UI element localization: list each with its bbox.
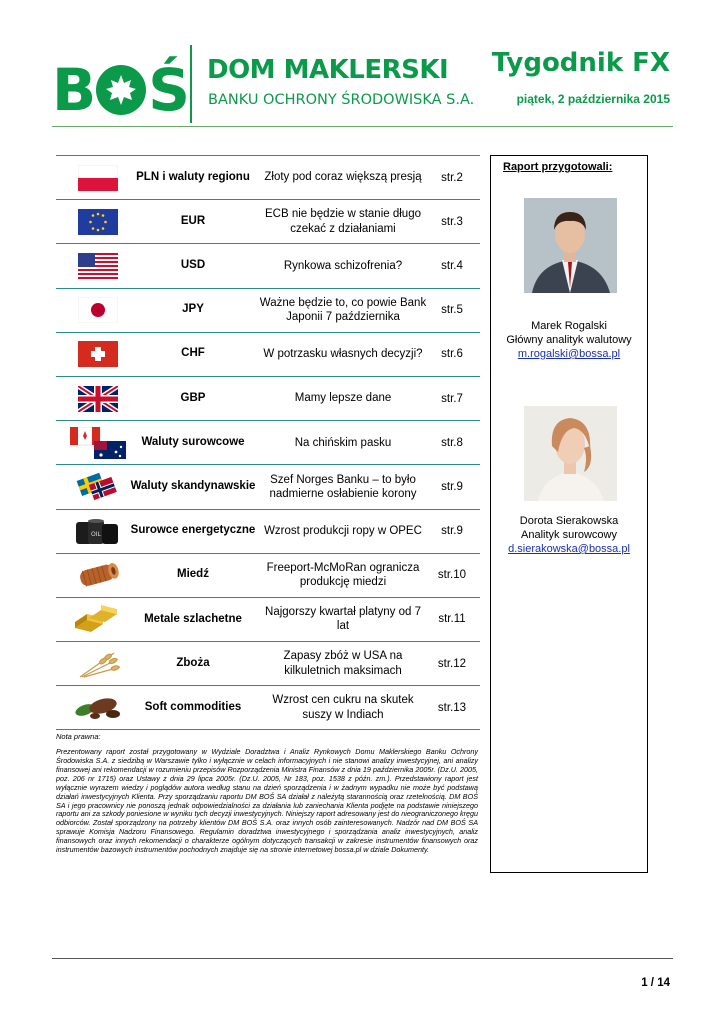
toc-row[interactable] (56, 332, 480, 376)
toc-row[interactable] (56, 464, 480, 508)
author-email-wrap (491, 542, 647, 556)
toc-category: Zboża (176, 656, 210, 669)
footer-divider (52, 958, 673, 959)
toc-page[interactable]: str.5 (441, 304, 463, 317)
toc-page[interactable]: str.9 (441, 480, 463, 493)
toc-page[interactable]: str.11 (438, 613, 466, 626)
document-date: piątek, 2 października 2015 (516, 92, 670, 106)
author-name: Marek Rogalski (531, 320, 607, 332)
toc-title: ECB nie będzie w stanie długo czekać z działaniami (265, 208, 421, 235)
toc-page[interactable]: str.8 (441, 436, 463, 449)
document-title: Tygodnik FX (491, 48, 670, 78)
toc-category: PLN i waluty regionu (136, 170, 250, 183)
toc-title: W potrzasku własnych decyzji? (263, 348, 423, 361)
logo-letter-s: Ś (148, 56, 188, 124)
toc-page[interactable]: str.9 (441, 525, 463, 538)
toc-category: Metale szlachetne (144, 612, 242, 625)
author-photo (524, 406, 617, 501)
toc-row[interactable] (56, 509, 480, 553)
author-email-wrap (491, 347, 647, 361)
toc-category: Waluty surowcowe (141, 435, 245, 448)
toc-title: Wzrost cen cukru na skutek suszy w Indiach (272, 694, 414, 721)
company-logo (52, 55, 188, 125)
toc-row[interactable] (56, 199, 480, 243)
toc-title: Mamy lepsze dane (294, 392, 392, 405)
toc-category: Soft commodities (144, 700, 242, 713)
flag-usa-icon (68, 251, 128, 281)
toc-row[interactable] (56, 685, 480, 730)
toc-row[interactable] (56, 376, 480, 420)
leaf-icon (96, 65, 146, 115)
toc-title: Zapasy zbóż w USA na kilkuletnich maksimach (283, 650, 403, 677)
brand-title: DOM MAKLERSKI (207, 55, 449, 85)
table-of-contents (56, 155, 480, 730)
flag-eu-icon (68, 207, 128, 237)
author-name: Dorota Sierakowska (519, 515, 619, 527)
authors-heading: Raport przygotowali: (503, 161, 613, 173)
oil-barrels-icon (68, 516, 128, 546)
toc-page[interactable]: str.13 (437, 701, 467, 714)
gold-bars-icon (68, 604, 128, 634)
toc-category: CHF (181, 347, 205, 360)
toc-page[interactable]: str.6 (441, 348, 463, 361)
author-role: Główny analityk walutowy (506, 334, 632, 346)
toc-category: USD (180, 259, 206, 272)
flags-scandinavia-icon (68, 472, 128, 502)
toc-title: Najgorszy kwartał platyny od 7 lat (265, 606, 421, 633)
toc-row[interactable] (56, 243, 480, 287)
toc-title: Freeport-McMoRan ogranicza produkcję miedzi (266, 561, 420, 589)
author-role: Analityk surowcowy (521, 529, 617, 541)
toc-row[interactable] (56, 553, 480, 597)
page-number: 1 / 14 (641, 977, 670, 989)
authors-sidebar (490, 155, 648, 873)
logo-letter-b: B (52, 56, 95, 124)
brand-subtitle: BANKU OCHRONY ŚRODOWISKA S.A. (208, 92, 475, 108)
toc-row[interactable] (56, 597, 480, 641)
cocoa-pods-icon (68, 693, 128, 723)
toc-title: Rynkowa schizofrenia? (283, 259, 403, 272)
flag-uk-icon (68, 384, 128, 414)
toc-title: Wzrost produkcji ropy w OPEC (264, 524, 422, 537)
author-email-link[interactable]: m.rogalski@bossa.pl (517, 348, 621, 360)
toc-title: Złoty pod coraz większą presją (264, 171, 422, 184)
toc-title: Szef Norges Banku – to było nadmierne osłabienie korony (269, 473, 417, 500)
header-divider (52, 126, 673, 127)
legal-heading: Nota prawna: (56, 732, 101, 741)
toc-category: Waluty skandynawskie (130, 480, 256, 492)
svg-text:OIL: OIL (91, 531, 101, 539)
toc-category: JPY (182, 303, 204, 316)
toc-title: Ważne będzie to, co powie Bank Japonii 7 października (259, 296, 427, 324)
toc-row[interactable] (56, 155, 480, 199)
toc-page[interactable]: str.3 (441, 215, 463, 228)
toc-page[interactable]: str.10 (437, 569, 467, 582)
toc-page[interactable]: str.12 (437, 657, 467, 670)
copper-coil-icon (68, 560, 128, 590)
toc-page[interactable]: str.7 (441, 392, 463, 405)
toc-title: Na chińskim pasku (294, 436, 392, 449)
flags-commodity-currencies-icon (68, 428, 128, 458)
author-email-link[interactable]: d.sierakowska@bossa.pl (508, 543, 630, 555)
toc-page[interactable]: str.4 (441, 259, 463, 272)
flag-poland-icon (68, 163, 128, 193)
logo-divider (190, 45, 192, 123)
toc-row[interactable] (56, 288, 480, 332)
toc-category: Miedź (177, 568, 209, 581)
toc-page[interactable]: str.2 (441, 171, 463, 184)
toc-category: EUR (180, 214, 206, 227)
toc-row[interactable] (56, 641, 480, 685)
flag-japan-icon (68, 295, 128, 325)
toc-category: Surowce energetyczne (130, 524, 256, 537)
wheat-icon (68, 649, 128, 679)
author-photo (524, 198, 617, 293)
toc-row[interactable] (56, 420, 480, 464)
flag-switzerland-icon (68, 339, 128, 369)
toc-category: GBP (180, 391, 206, 404)
legal-text: Prezentowany raport został przygotowany w Wydziale Doradztwa i Analiz Rynkowych Domu Maklerskiego Banku Ochrony Środowiska S.A. z siedzibą w Warszawie tylko i wyłącznie w celach informacyjnych i nie stanowi analizy inwestycyjnej, ani analizy finansowej ani rekomendacji w rozumieniu przepisów Rozporządzenia Ministra Finansów z dnia 19 października 2005r. (Dz.U. 2005, poz. 206 nr 1715) oraz Ustawy z dnia 29 lipca 2005r. (Dz.U. 2005, Nr 183, poz. 1538 z późn. zm.). Przedstawiony raport jest wyłącznie wyrazem wiedzy i poglądów autora według stanu na dzień sporządzenia i w żadnym wypadku nie może być podstawą działań inwestycyjnych Klienta. Przy sporządzaniu raportu DM BOŚ SA działał z należytą starannością oraz rzetelnością. DM BOŚ SA i jego pracownicy nie ponoszą jednak odpowiedzialności za działania lub zaniechania Klienta podjęte na podstawie niniejszego raportu ani za szkody poniesione w wyniku tych decyzji inwestycyjnych. Niniejszy raport adresowany jest do nieograniczonego kręgu odbiorców. Został sporządzony na potrzeby klientów DM BOŚ S.A. oraz innych osób zainteresowanych. Nadzór nad DM BOŚ SA sprawuje Komisja Nadzoru Finansowego. Regulamin doradztwa inwestycyjnego i sporządzania analiz inwestycyjnych, analiz finansowych oraz innych rekomendacji o charakterze ogólnym dotyczących transakcji w zakresie instrumentów finansowych oraz instrumentów bazowych instrumentów pochodnych znajduje się na stronie internetowej bossa.pl w dziale Dokumenty. (56, 747, 478, 855)
